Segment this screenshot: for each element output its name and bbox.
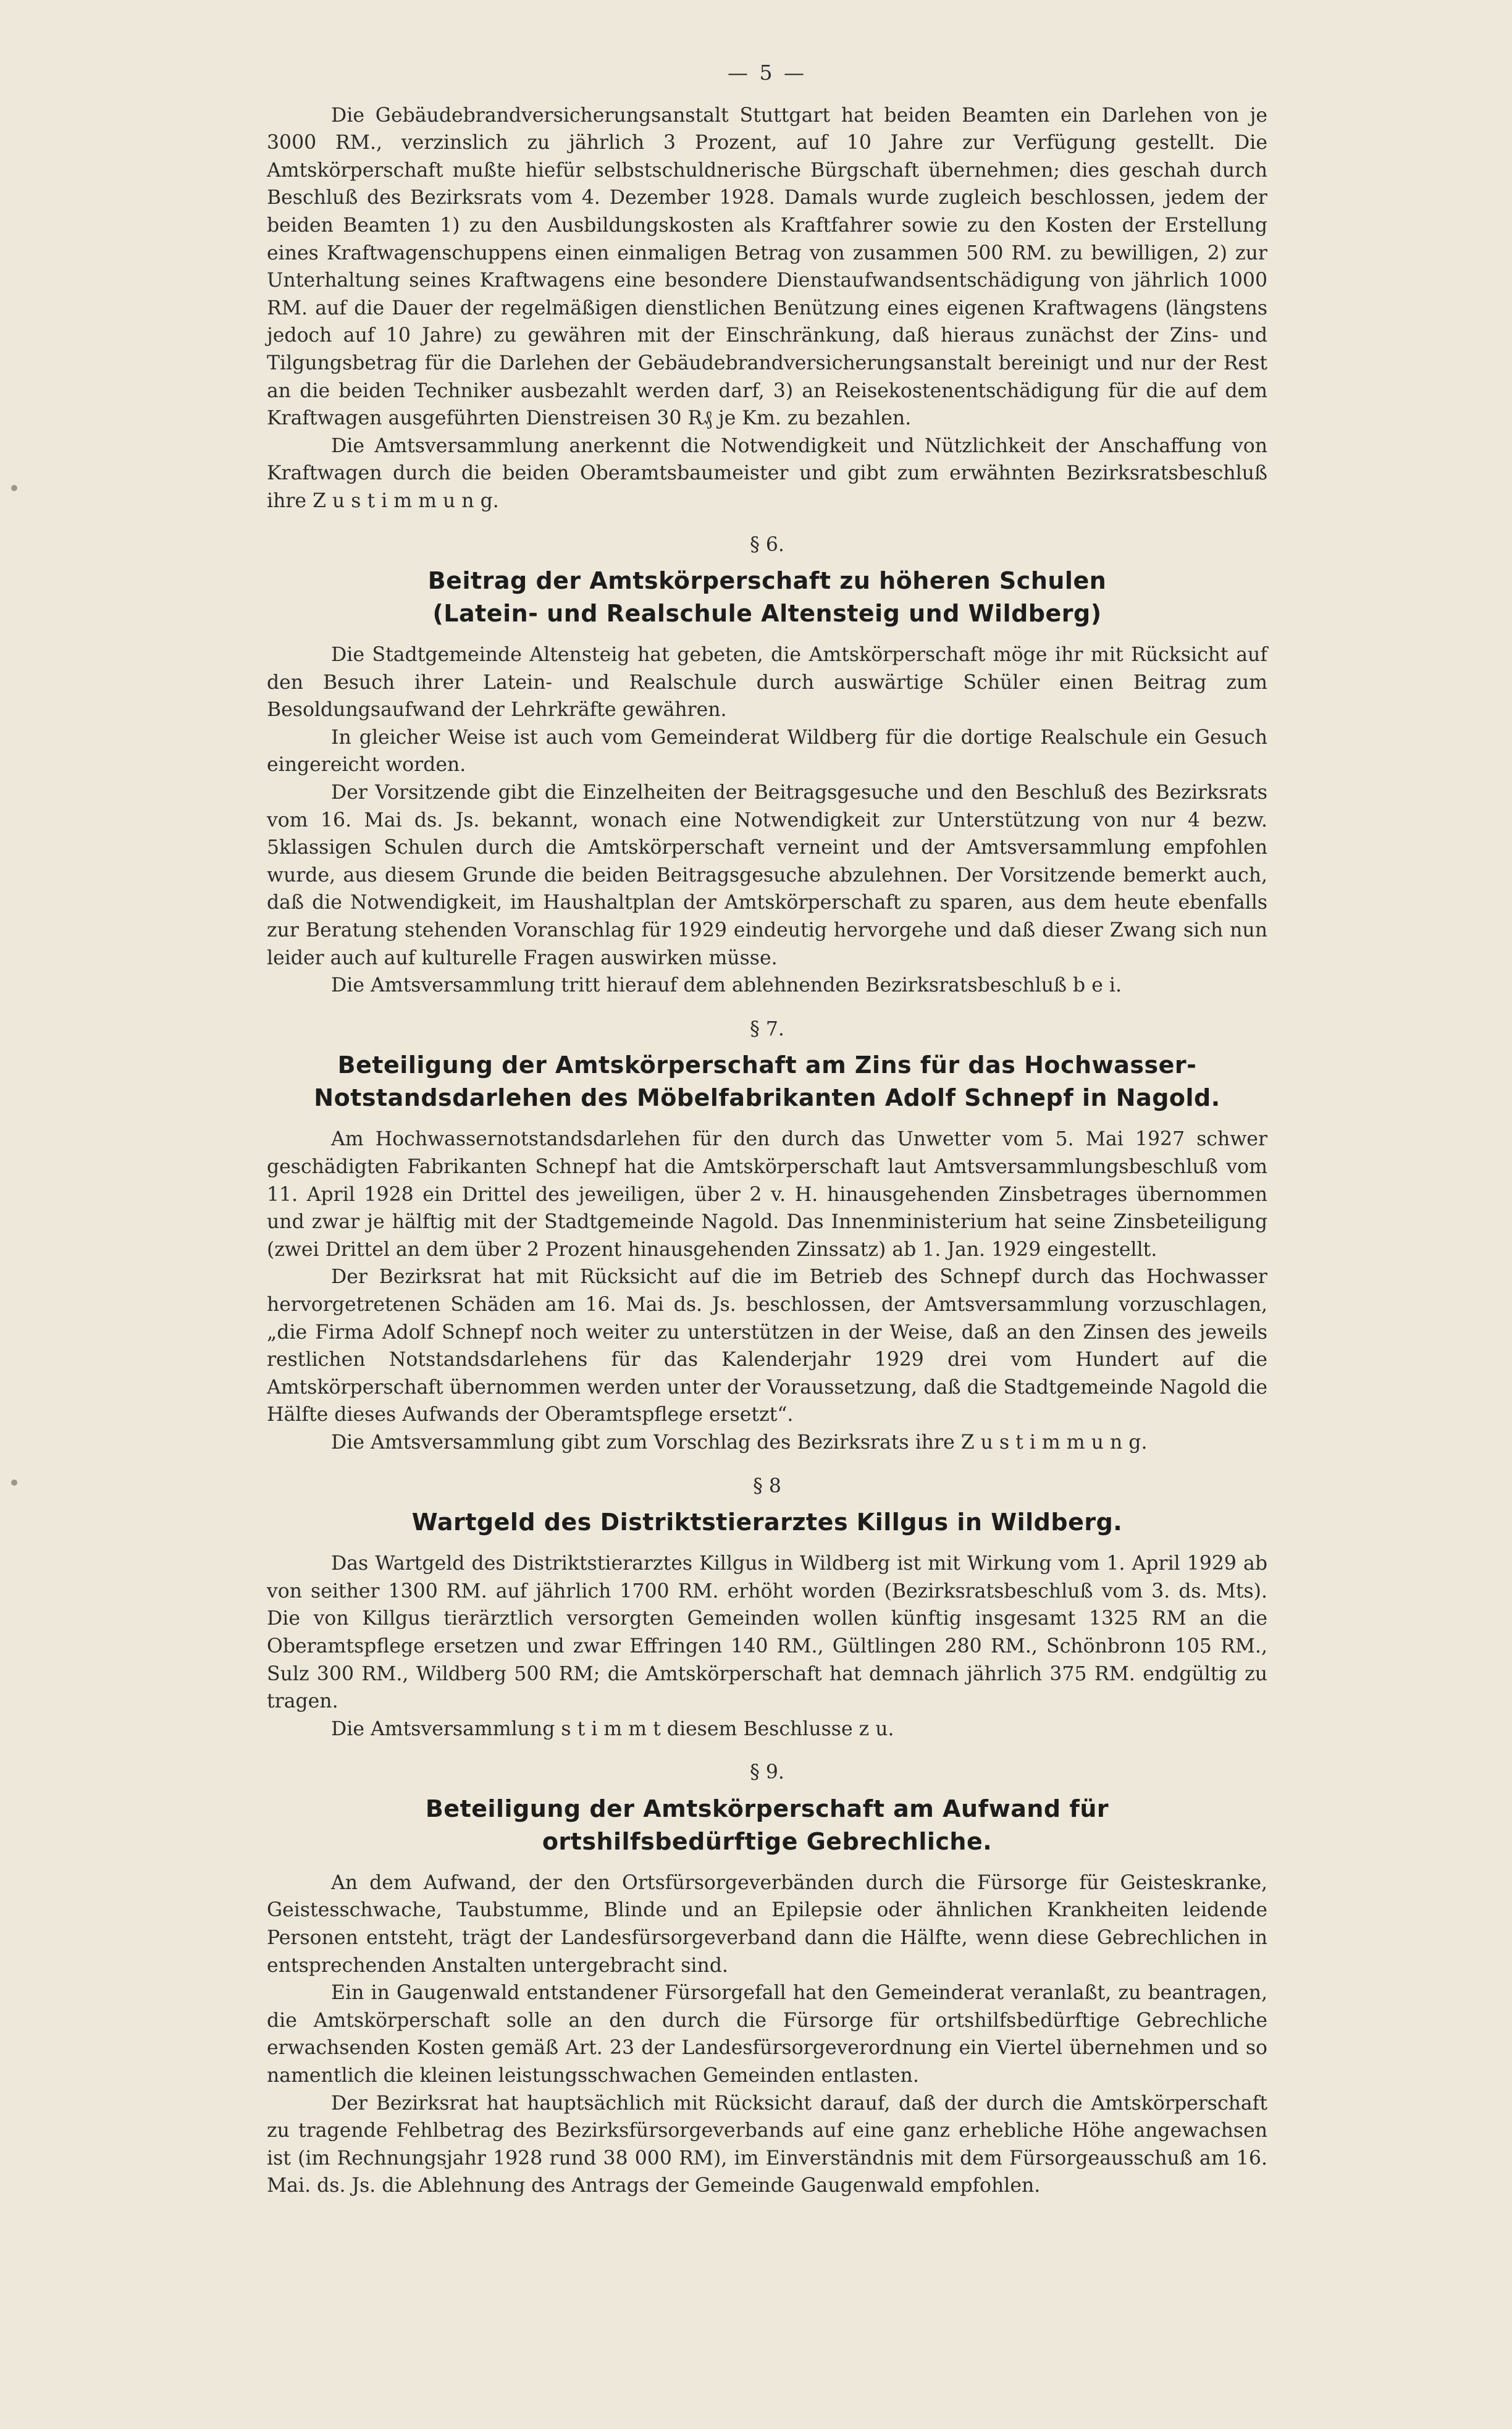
paragraph: Die Amtsversammlung s t i m m t diesem Beschlusse z u. bbox=[331, 1717, 894, 1740]
section-title bbox=[267, 565, 1267, 630]
section-title bbox=[267, 1506, 1267, 1539]
section-title-line: Beteiligung der Amtskörperschaft am Zins für das Hochwasser- bbox=[337, 1051, 1197, 1079]
paragraph: Die Amtsversammlung anerkennt die Notwendigkeit und Nützlichkeit der Anschaffung von Kraftwagen durch die beiden Oberamtsbaumeister und gibt zum erwähnten Bezirksratsbeschluß ihre Z u s t i m m u n g. bbox=[267, 434, 1267, 512]
section-number: § 9. bbox=[750, 1761, 784, 1784]
page-content bbox=[267, 59, 1267, 2200]
scan-mark bbox=[11, 485, 17, 491]
section-title-line: Notstandsdarlehen des Möbelfabrikanten Adolf Schnepf in Nagold. bbox=[314, 1084, 1220, 1112]
section-title bbox=[267, 1049, 1267, 1114]
paragraph: Am Hochwassernotstandsdarlehen für den durch das Unwetter vom 5. Mai 1927 schwer geschädigten Fabrikanten Schnepf hat die Amtskörperschaft laut Amtsversammlungsbeschluß vom 11. April 1928 ein Drittel des jeweiligen, über 2 v. H. hinausgehenden Zinsbetrages übernommen und zwar je hälftig mit der Stadtgemeinde Nagold. Das Innenministerium hat seine Zinsbeteiligung (zwei Drittel an dem über 2 Prozent hinausgehenden Zinssatz) ab 1. Jan. 1929 eingestellt. bbox=[267, 1128, 1267, 1261]
paragraph: Die Amtsversammlung gibt zum Vorschlag des Bezirksrats ihre Z u s t i m m u n g. bbox=[331, 1431, 1148, 1454]
section-title-line: ortshilfsbedürftige Gebrechliche. bbox=[542, 1827, 993, 1855]
paragraph: Das Wartgeld des Distriktstierarztes Killgus in Wildberg ist mit Wirkung vom 1. April 1929 ab von seither 1300 RM. auf jährlich 1700 RM. erhöht worden (Bezirksratsbeschluß vom 3. ds. Mts). Die von Killgus tierärztlich versorgten Gemeinden wollen künftig insgesamt 1325 RM an die Oberamtspflege ersetzen und zwar Effringen 140 RM., Gültlingen 280 RM., Schönbronn 105 RM., Sulz 300 RM., Wildberg 500 RM; die Amtskörperschaft hat demnach jährlich 375 RM. endgültig zu tragen. bbox=[267, 1552, 1267, 1713]
paragraph: Der Vorsitzende gibt die Einzelheiten der Beitragsgesuche und den Beschluß des Bezirksrats vom 16. Mai ds. Js. bekannt, wonach eine Notwendigkeit zur Unterstützung von nur 4 bezw. 5klassigen Schulen durch die Amtskörperschaft verneint und der Amtsversammlung empfohlen wurde, aus diesem Grunde die beiden Beitragsgesuche abzulehnen. Der Vorsitzende bemerkt auch, daß die Notwendigkeit, im Haushaltplan der Amtskörperschaft zu sparen, aus dem heute ebenfalls zur Beratung stehenden Voranschlag für 1929 eindeutig hervorgehe und daß dieser Zwang sich nun leider auch auf kulturelle Fragen auswirken müsse. bbox=[267, 781, 1267, 969]
paragraph: Der Bezirksrat hat hauptsächlich mit Rücksicht darauf, daß der durch die Amtskörperschaft zu tragende Fehlbetrag des Bezirksfürsorgeverbands auf eine ganz erhebliche Höhe angewachsen ist (im Rechnungsjahr 1928 rund 38 000 RM), im Einverständnis mit dem Fürsorgeausschuß am 16. Mai. ds. Js. die Ablehnung des Antrags der Gemeinde Gaugenwald empfohlen. bbox=[267, 2092, 1267, 2197]
paragraph: Die Gebäudebrandversicherungsanstalt Stuttgart hat beiden Beamten ein Darlehen von je 3000 RM., verzinslich zu jährlich 3 Prozent, auf 10 Jahre zur Verfügung gestellt. Die Amtskörperschaft mußte hiefür selbstschuldnerische Bürgschaft übernehmen; dies geschah durch Beschluß des Bezirksrats vom 4. Dezember 1928. Damals wurde zugleich beschlossen, jedem der beiden Beamten 1) zu den Ausbildungskosten als Kraftfahrer sowie zu den Kosten der Erstellung eines Kraftwagenschuppens einen einmaligen Betrag von zusammen 500 RM. zu bewilligen, 2) zur Unterhaltung seines Kraftwagens eine besondere Dienstaufwandsentschädigung von jährlich 1000 RM. auf die Dauer der regelmäßigen dienstlichen Benützung eines eigenen Kraftwagens (längstens jedoch auf 10 Jahre) zu gewähren mit der Einschränkung, daß hieraus zunächst der Zins- und Tilgungsbetrag für die Darlehen der Gebäudebrandversicherungsanstalt bereinigt und nur der Rest an die beiden Techniker ausbezahlt werden darf, 3) an Reisekostenentschädigung für die auf dem Kraftwagen ausgeführten Dienstreisen 30 R₰ je Km. zu bezahlen. bbox=[267, 104, 1267, 430]
section-number: § 8 bbox=[753, 1475, 781, 1497]
paragraph: Der Bezirksrat hat mit Rücksicht auf die im Betrieb des Schnepf durch das Hochwasser hervorgetretenen Schäden am 16. Mai ds. Js. beschlossen, der Amtsversammlung vorzuschlagen, „die Firma Adolf Schnepf noch weiter zu unterstützen in der Weise, daß an den Zinsen des jeweils restlichen Notstandsdarlehens für das Kalenderjahr 1929 drei vom Hundert auf die Amtskörperschaft übernommen werden unter der Voraussetzung, daß die Stadtgemeinde Nagold die Hälfte dieses Aufwands der Oberamtspflege ersetzt“. bbox=[267, 1266, 1267, 1426]
paragraph: Ein in Gaugenwald entstandener Fürsorgefall hat den Gemeinderat veranlaßt, zu beantragen, die Amtskörperschaft solle an den durch die Fürsorge für ortshilfsbedürftige Gebrechliche erwachsenden Kosten gemäß Art. 23 der Landesfürsorgeverordnung ein Viertel übernehmen und so namentlich die kleinen leistungsschwachen Gemeinden entlasten. bbox=[267, 1982, 1267, 2087]
section-title bbox=[267, 1793, 1267, 1858]
paragraph: Die Amtsversammlung tritt hierauf dem ablehnenden Bezirksratsbeschluß b e i. bbox=[331, 974, 1122, 997]
section-title-line: Beteiligung der Amtskörperschaft am Aufwand für bbox=[425, 1795, 1109, 1822]
paragraph: Die Stadtgemeinde Altensteig hat gebeten, die Amtskörperschaft möge ihr mit Rücksicht auf den Besuch ihrer Latein- und Realschule durch auswärtige Schüler einen Beitrag zum Besoldungsaufwand der Lehrkräfte gewähren. bbox=[267, 644, 1267, 722]
section-title-line: Beitrag der Amtskörperschaft zu höheren Schulen bbox=[427, 567, 1107, 595]
paragraph: In gleicher Weise ist auch vom Gemeinderat Wildberg für die dortige Realschule ein Gesuch eingereicht worden. bbox=[267, 726, 1267, 777]
page-number: — 5 — bbox=[728, 61, 807, 85]
paragraph: An dem Aufwand, der den Ortsfürsorgeverbänden durch die Fürsorge für Geisteskranke, Geistesschwache, Taubstumme, Blinde und an Epilepsie oder ähnlichen Krankheiten leidende Personen entsteht, trägt der Landesfürsorgeverband dann die Hälfte, wenn diese Gebrechlichen in entsprechenden Anstalten untergebracht sind. bbox=[267, 1871, 1267, 1977]
scan-mark bbox=[11, 1480, 17, 1486]
section-number: § 6. bbox=[750, 533, 784, 556]
section-title-line: (Latein- und Realschule Altensteig und Wildberg) bbox=[432, 600, 1102, 628]
section-number: § 7. bbox=[750, 1017, 784, 1040]
section-title-line: Wartgeld des Distriktstierarztes Killgus in Wildberg. bbox=[411, 1509, 1123, 1536]
